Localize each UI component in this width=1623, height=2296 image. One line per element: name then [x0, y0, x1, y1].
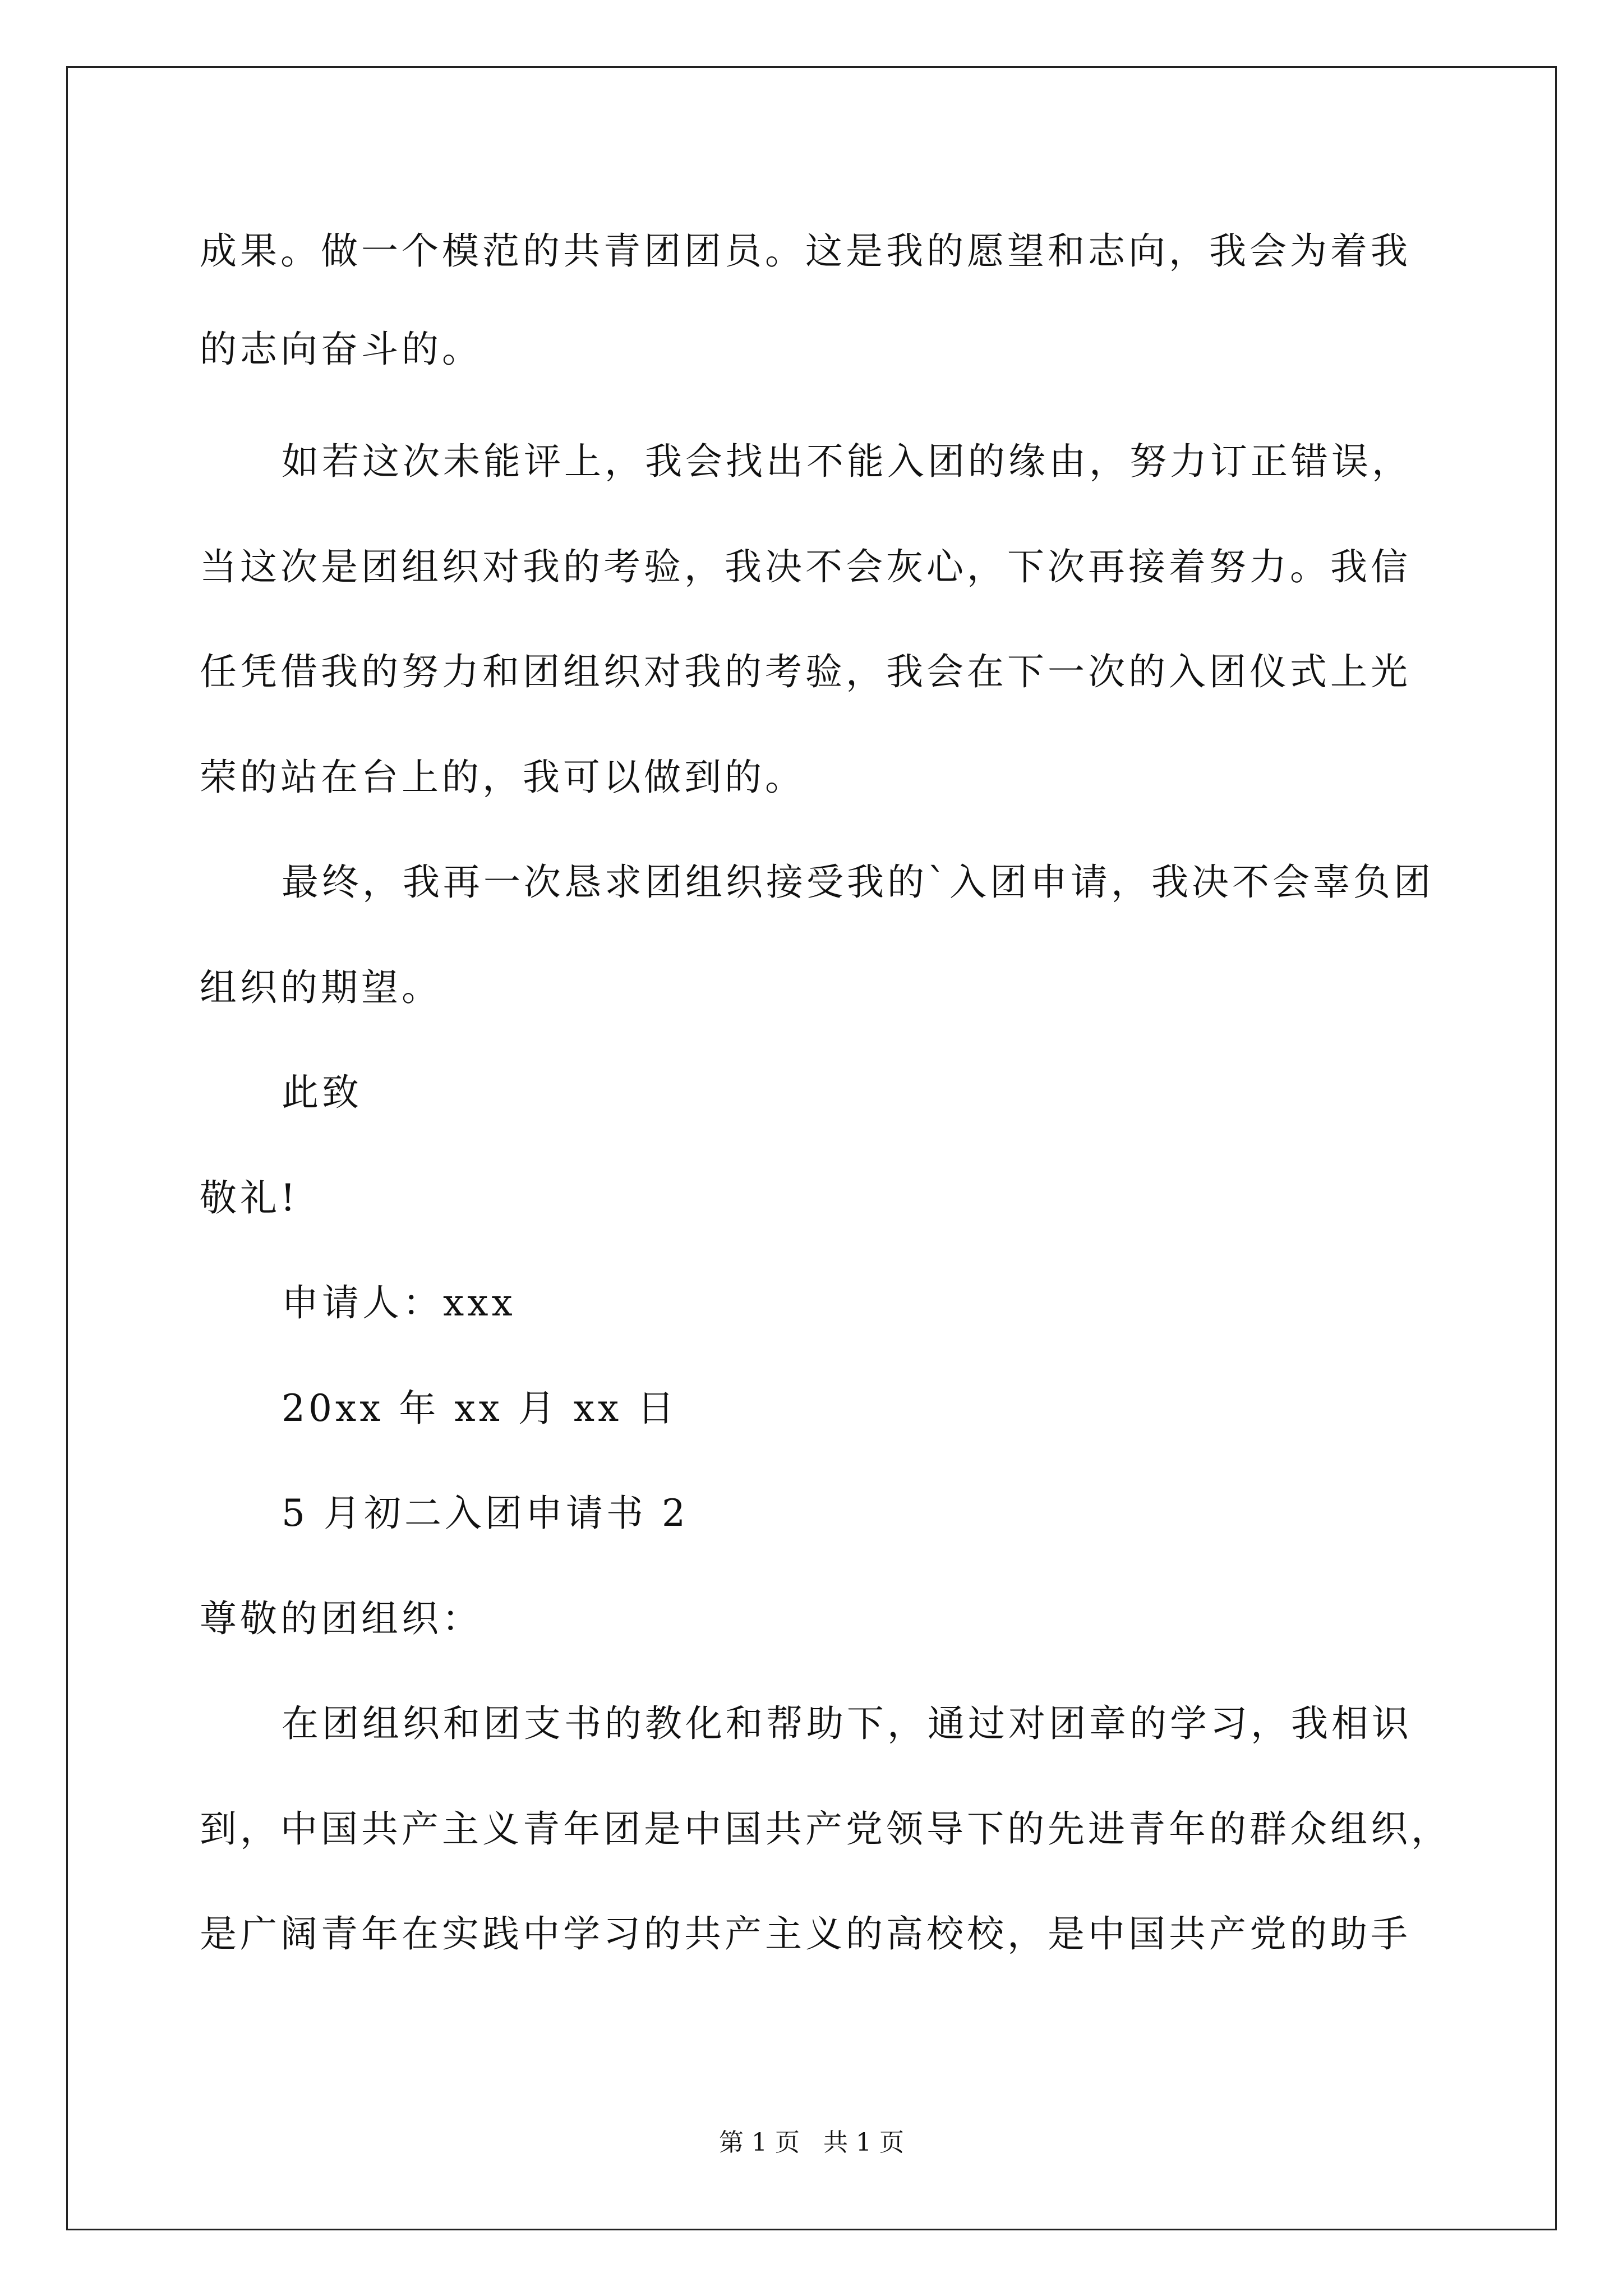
- section-title: 5 月初二入团申请书 2: [282, 1492, 689, 1535]
- body-line: 成果。做一个模范的共青团团员。这是我的愿望和志向，我会为着我: [200, 229, 1411, 273]
- body-line: 如若这次未能评上，我会找出不能入团的缘由，努力订正错误，: [282, 440, 1412, 483]
- body-line: 当这次是团组织对我的考验，我决不会灰心，下次再接着努力。我信: [200, 545, 1411, 588]
- page-border: [66, 66, 1557, 2230]
- body-line: 最终，我再一次恳求团组织接受我的`入团申请，我决不会辜负团: [282, 861, 1434, 904]
- body-line: 荣的站在台上的，我可以做到的。: [200, 756, 805, 799]
- body-line: 在团组织和团支书的教化和帮助下，通过对团章的学习，我相识: [282, 1702, 1412, 1745]
- body-line: 的志向奋斗的。: [200, 328, 482, 371]
- closing-salutation: 此致: [282, 1071, 362, 1114]
- body-line: 是广阔青年在实践中学习的共产主义的高校校，是中国共产党的助手: [200, 1912, 1411, 1955]
- body-line: 任凭借我的努力和团组织对我的考验，我会在下一次的入团仪式上光: [200, 650, 1411, 693]
- body-line: 组织的期望。: [200, 966, 442, 1009]
- body-line: 到，中国共产主义青年团是中国共产党领导下的先进青年的群众组织，: [200, 1807, 1451, 1851]
- application-date: 20xx 年 xx 月 xx 日: [282, 1387, 678, 1430]
- applicant-name: 申请人：xxx: [282, 1281, 516, 1324]
- closing-regards: 敬礼!: [200, 1176, 299, 1220]
- greeting: 尊敬的团组织：: [200, 1597, 482, 1640]
- page-footer: 第 1 页 共 1 页: [719, 2128, 904, 2157]
